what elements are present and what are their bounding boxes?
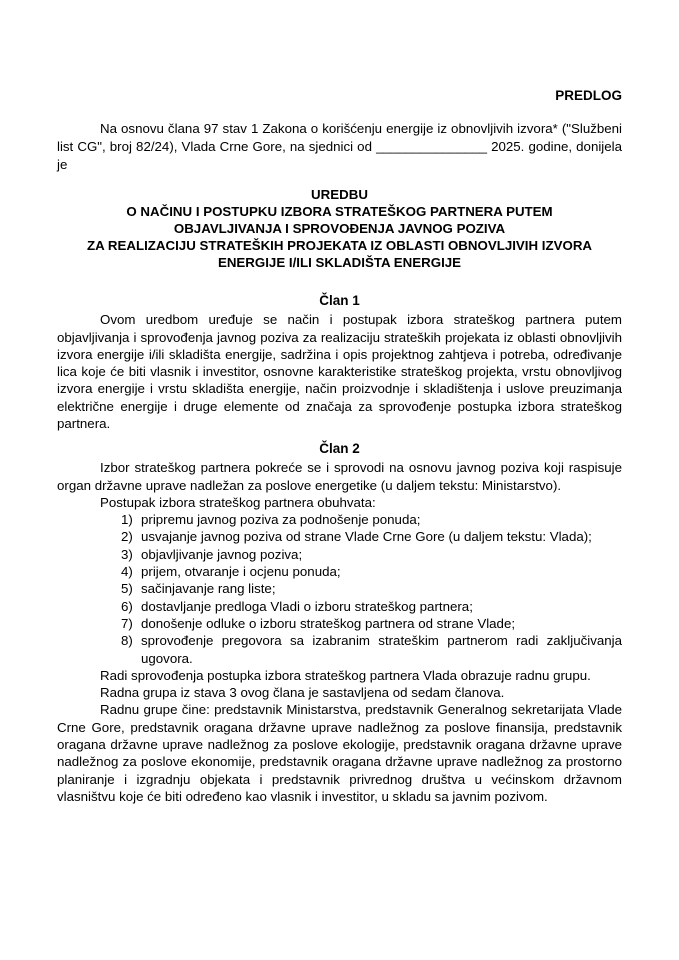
- article-2-heading: Član 2: [319, 441, 360, 456]
- list-item: 4) prijem, otvaranje i ocjenu ponuda;: [121, 564, 341, 580]
- article-2-paragraph-1: Izbor strateškog partnera pokreće se i sprovodi na osnovu javnog poziva koji raspisuje organ državne uprave nadležan za poslove energetike (u daljem tekstu: Ministarstvo).: [57, 460, 622, 493]
- article-2: [57, 440, 622, 805]
- list-item: 2) usvajanje javnog poziva od strane Vlade Crne Gore (u daljem tekstu: Vlada);: [121, 529, 592, 545]
- article-1: [57, 292, 622, 432]
- list-item: 7) donošenje odluke o izboru strateškog partnera od strane Vlade;: [121, 615, 516, 631]
- article-2-paragraph-5: Radnu grupe čine: predstavnik Ministarstva, predstavnik Generalnog sekretarijata Vlade Crne Gore, predstavnik oragana državne uprave nadležnog za poslove finansija, predstavnik oragana državne uprave nadležnog za poslove ekologije, predstavnik oragana državne uprave nadležnog za poslove ekonomije, predstavnik oragana državne uprave nadležnog za prostorno planiranje i izgradnju objekata i predstavnik privrednog društva u većinskom državnom vlasništvu koje će biti određeno kao vlasnik i investitor, u skladu sa javnim pozivom.: [57, 702, 622, 804]
- article-2-paragraph-3: Radi sprovođenja postupka izbora strateškog partnera Vlada obrazuje radnu grupu.: [100, 667, 591, 683]
- document-status-label: PREDLOG: [555, 88, 622, 103]
- list-item: 5) sačinjavanje rang liste;: [121, 581, 276, 597]
- article-2-paragraph-2: Postupak izbora strateškog partnera obuhvata:: [100, 494, 376, 510]
- article-1-text: Ovom uredbom uređuje se način i postupak izbora strateškog partnera putem objavljivanja i sprovođenja javnog poziva za realizaciju strateških projekata iz oblasti obnovljivih izvora energije i/ili skladišta energije, sadržina i opis projektnog zahtjeva i potreba, određivanje lica koje će biti vlasnik i investitor, osnovne karakteristike strateškog projekta, vrstu obnovljivog izvora energije i vrstu skladišta energije, način proizvodnje i skladištenja i uslove preuzimanja električne energije i druge elemente od značaja za sprovođenje postupka izbora strateškog partnera.: [57, 312, 622, 432]
- article-2-paragraph-4: Radna grupa iz stava 3 ovog člana je sastavljena od sedam članova.: [100, 685, 505, 701]
- article-1-heading: Član 1: [319, 293, 360, 308]
- preamble: [57, 120, 622, 174]
- preamble-text: Na osnovu člana 97 stav 1 Zakona o korišćenju energije iz obnovljivih izvora* ("Službeni list CG", broj 82/24), Vlada Crne Gore, na sjednici od _______________ 2025. godine, donijela je: [57, 121, 622, 172]
- procedure-steps-list: [57, 511, 622, 667]
- list-item: 8) sprovođenje pregovora sa izabranim strateškim partnerom radi zaključivanja ugovora.: [121, 633, 622, 666]
- regulation-title: [57, 186, 622, 271]
- list-item: 3) objavljivanje javnog poziva;: [121, 546, 303, 562]
- title-line-3: OBJAVLJIVANJA I SPROVOĐENJA JAVNOG POZIVA: [173, 221, 506, 236]
- title-line-5: ENERGIJE I/ILI SKLADIŠTA ENERGIJE: [217, 255, 462, 270]
- title-line-1: UREDBU: [311, 187, 368, 202]
- title-line-4: ZA REALIZACIJU STRATEŠKIH PROJEKATA IZ OBLASTI OBNOVLJIVIH IZVORA: [86, 238, 593, 253]
- title-line-2: O NAČINU I POSTUPKU IZBORA STRATEŠKOG PARTNERA PUTEM: [126, 204, 553, 219]
- list-item: 1) pripremu javnog poziva za podnošenje ponuda;: [121, 512, 421, 528]
- list-item: 6) dostavljanje predloga Vladi o izboru strateškog partnera;: [121, 598, 473, 614]
